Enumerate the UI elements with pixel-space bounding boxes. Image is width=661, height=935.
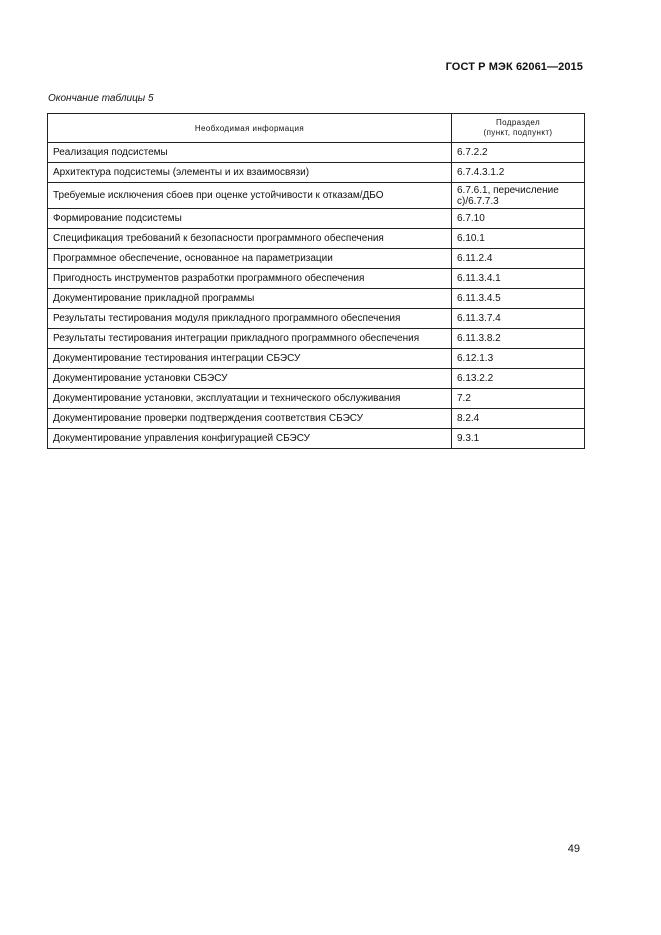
table-row — [48, 209, 585, 229]
info-cell: Требуемые исключения сбоев при оценке устойчивости к отказам/ДБО — [48, 183, 452, 209]
table-row — [48, 369, 585, 389]
ref-cell: 6.13.2.2 — [452, 369, 585, 389]
ref-cell — [452, 183, 585, 209]
ref-cell: 6.11.3.8.2 — [452, 329, 585, 349]
info-cell: Результаты тестирования модуля прикладного программного обеспечения — [48, 309, 452, 329]
ref-cell: 6.10.1 — [452, 229, 585, 249]
table-row — [48, 229, 585, 249]
table-row — [48, 269, 585, 289]
ref-cell: 8.2.4 — [452, 409, 585, 429]
ref-cell: 6.7.10 — [452, 209, 585, 229]
info-cell: Документирование тестирования интеграции СБЭСУ — [48, 349, 452, 369]
info-cell: Документирование прикладной программы — [48, 289, 452, 309]
table-row — [48, 409, 585, 429]
info-cell: Документирование проверки подтверждения соответствия СБЭСУ — [48, 409, 452, 429]
ref-cell: 6.7.4.3.1.2 — [452, 163, 585, 183]
column-header-subsection-line2: (пункт, подпункт) — [483, 128, 553, 137]
ref-cell: 7.2 — [452, 389, 585, 409]
table-row — [48, 249, 585, 269]
ref-cell: 6.11.3.4.1 — [452, 269, 585, 289]
table-row — [48, 349, 585, 369]
ref-cell: 6.11.3.4.5 — [452, 289, 585, 309]
info-cell: Документирование установки СБЭСУ — [48, 369, 452, 389]
table-row — [48, 143, 585, 163]
column-header-information: Необходимая информация — [48, 114, 452, 143]
table-header-row — [48, 114, 585, 143]
ref-cell: 6.11.3.7.4 — [452, 309, 585, 329]
table-row — [48, 163, 585, 183]
table-row — [48, 183, 585, 209]
info-cell: Пригодность инструментов разработки программного обеспечения — [48, 269, 452, 289]
info-cell: Документирование установки, эксплуатации и технического обслуживания — [48, 389, 452, 409]
column-header-subsection-line1: Подраздел — [495, 118, 541, 127]
info-cell: Программное обеспечение, основанное на параметризации — [48, 249, 452, 269]
table-row — [48, 389, 585, 409]
info-cell: Результаты тестирования интеграции прикладного программного обеспечения — [48, 329, 452, 349]
info-cell: Документирование управления конфигурацией СБЭСУ — [48, 429, 452, 449]
info-cell: Реализация подсистемы — [48, 143, 452, 163]
page-number: 49 — [567, 843, 580, 855]
table-row — [48, 329, 585, 349]
ref-cell: 6.11.2.4 — [452, 249, 585, 269]
table-row — [48, 309, 585, 329]
table-caption: Окончание таблицы 5 — [48, 93, 154, 104]
ref-cell-line1: 6.7.6.1, перечисление — [457, 184, 559, 196]
column-header-subsection — [452, 114, 585, 143]
ref-cell-line2: c)/6.7.7.3 — [457, 195, 499, 207]
info-cell: Архитектура подсистемы (элементы и их взаимосвязи) — [48, 163, 452, 183]
ref-cell: 9.3.1 — [452, 429, 585, 449]
info-cell: Спецификация требований к безопасности программного обеспечения — [48, 229, 452, 249]
table-row — [48, 289, 585, 309]
info-cell: Формирование подсистемы — [48, 209, 452, 229]
ref-cell: 6.12.1.3 — [452, 349, 585, 369]
information-table — [47, 113, 585, 449]
table-row — [48, 429, 585, 449]
document-header: ГОСТ Р МЭК 62061—2015 — [445, 61, 583, 73]
ref-cell: 6.7.2.2 — [452, 143, 585, 163]
